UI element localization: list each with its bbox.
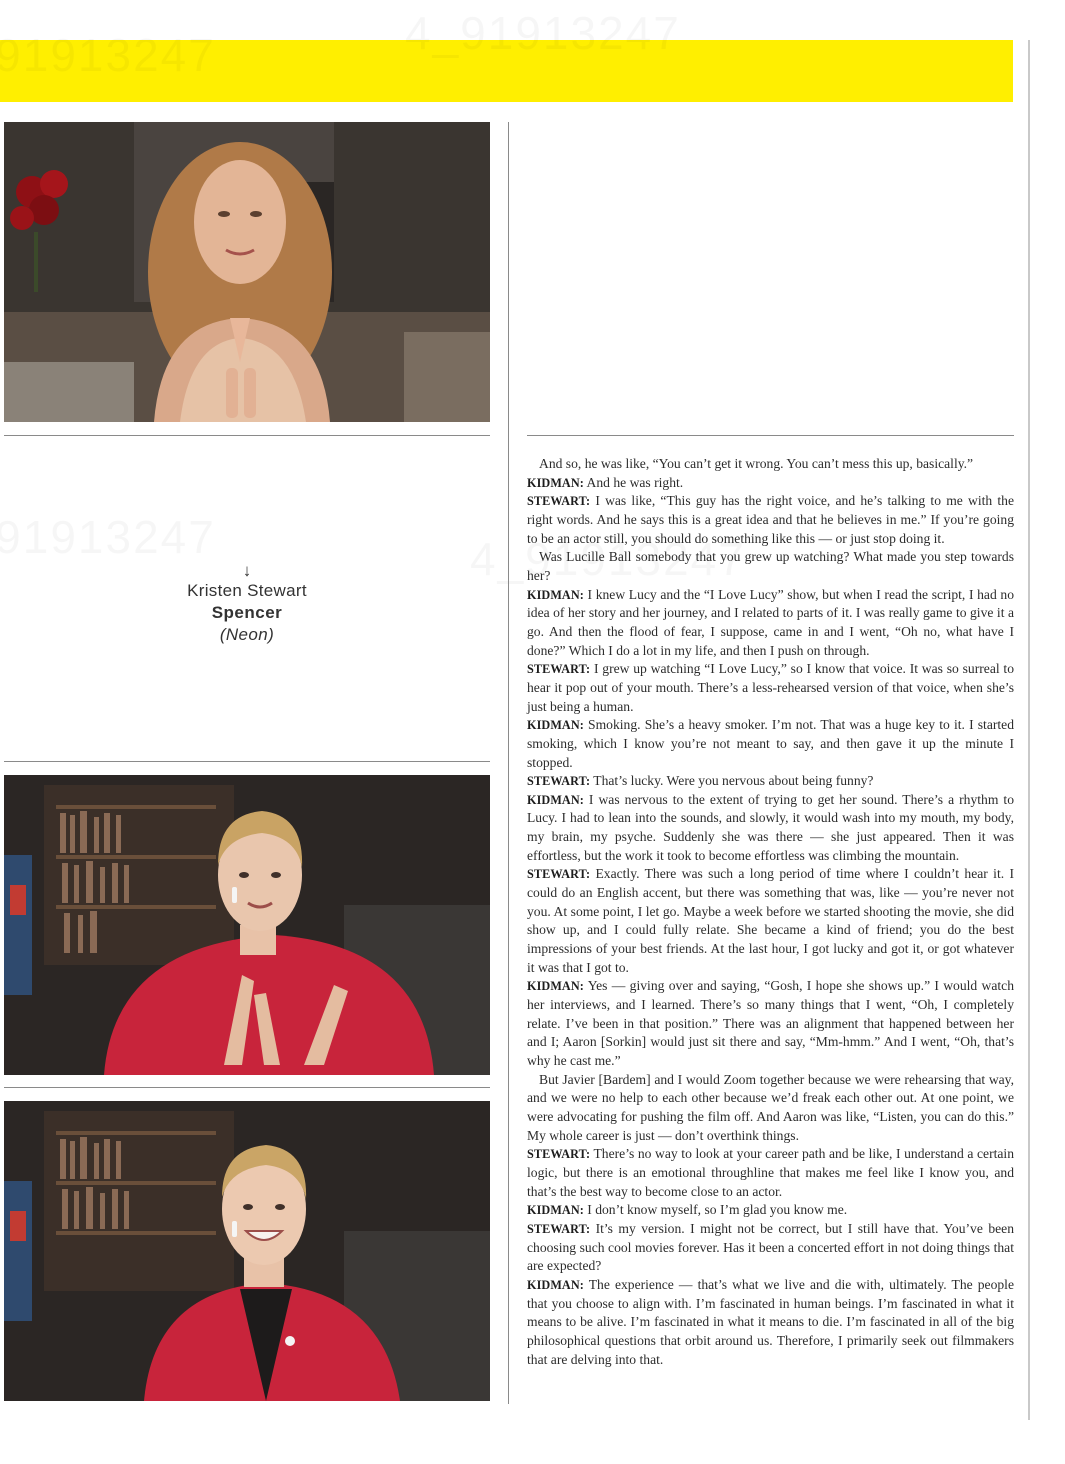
caption-name: Kristen Stewart: [187, 581, 307, 600]
speaker-label: KIDMAN:: [527, 979, 584, 994]
article-paragraph: [527, 586, 1014, 661]
watermark-text: [0, 28, 216, 82]
speaker-label: STEWART:: [527, 662, 591, 677]
paragraph-text: I knew Lucy and the “I Love Lucy” show, but when I read the script, I had no idea of her story and her journey, and I related to parts of it. I was really game to give it a go. And then the flood of fear, I suppose, came in and I went, “Oh no, what have I done?” Which I do a lot in my life, and then I push on through.: [527, 586, 1014, 658]
paragraph-text: That’s lucky. Were you nervous about being funny?: [590, 773, 874, 789]
speaker-label: STEWART:: [527, 494, 591, 509]
paragraph-text: There’s no way to look at your career path and be like, I understand a certain logic, but there is an emotional throughline that makes me feel like I know you, and that’s the best way to become close to an actor.: [527, 1146, 1014, 1199]
speaker-label: STEWART:: [527, 867, 591, 882]
paragraph-text: Exactly. There was such a long period of time where I couldn’t hear it. I could do an English accent, but there was something that was, like — you’re never not you. At some point, I let go. Maybe a week before we started shooting the movie, she did show up, and I could fully relate. She became a kind of friend; you do the best impressions of your best friends. At the last hour, I got lucky and got it, or got whatever it was that I got to.: [527, 866, 1014, 975]
speaker-label: STEWART:: [527, 774, 591, 789]
speaker-label: STEWART:: [527, 1147, 591, 1162]
speaker-label: KIDMAN:: [527, 718, 584, 733]
article-paragraph: [527, 977, 1014, 1070]
rule-left-1: [4, 435, 490, 436]
paragraph-text: I don’t know myself, so I’m glad you know me.: [583, 1202, 848, 1218]
speaker-label: KIDMAN:: [527, 587, 584, 602]
paragraph-text: I was like, “This guy has the right voice, and he’s talking to me with the right words. And he says this is a great idea and that he believes in me.” If you’re going to be an actor still, you should do something like this — or just stop doing it.: [527, 493, 1014, 546]
article-paragraph: [527, 772, 1014, 791]
watermark-text: [405, 6, 681, 60]
article-paragraph: [527, 492, 1014, 548]
watermark-text: [0, 510, 216, 564]
photo-stewart-talking: [4, 775, 490, 1075]
article-paragraph: [527, 660, 1014, 716]
speaker-label: STEWART:: [527, 1221, 591, 1236]
photo-kidman: [4, 122, 490, 422]
paragraph-text: The experience — that’s what we live and die with, ultimately. The people that you choose to align with. I’m fascinated in human beings. I’m fascinated in what it means to be alive. I’m fascinated in what it means to die. I’m fascinated in all of the big philosophical questions that orbit around us. Therefore, I primarily seek out filmmakers that are delving into that.: [527, 1276, 1014, 1367]
speaker-label: KIDMAN:: [527, 792, 584, 807]
speaker-label: KIDMAN:: [527, 1277, 584, 1292]
article-paragraph: And so, he was like, “You can’t get it wrong. You can’t mess this up, basically.”: [539, 456, 974, 471]
paragraph-text: I grew up watching “I Love Lucy,” so I know that voice. It was so surreal to hear it pop out of your mouth. There’s a less-rehearsed version of that voice, when she’s just being a human.: [527, 661, 1014, 714]
article-paragraph: [527, 1276, 1014, 1369]
caption-film: Spencer: [211, 603, 283, 622]
paragraph-text: Yes — giving over and saying, “Gosh, I hope she shows up.” I would watch her interviews, and I learned. There’s so many things that I went, “Oh, I completely relate. I’ve been in that position.” There was an alignment that happened between her and I; Aaron [Sorkin] would just sit there and say, “Mm-hmm.” And I went, “Oh, that’s why he cast me.”: [527, 978, 1014, 1068]
paragraph-text: I was nervous to the extent of trying to get her sound. There’s a rhythm to Lucy. I had to lean into the sounds, and slowly, it would wash into my mouth, my body, my brain, my psyche. Suddenly she was there — she just appeared. Then it was effortless, but the work it took to become effortless was climbing the mountain.: [527, 791, 1014, 863]
article-paragraph: [527, 1220, 1014, 1276]
paragraph-text: And he was right.: [583, 474, 684, 490]
photo-caption: [4, 562, 490, 646]
rule-left-3: [4, 1087, 490, 1088]
article-paragraph: [527, 865, 1014, 977]
paragraph-text: Smoking. She’s a heavy smoker. I’m not. That was a huge key to it. I started smoking, which I know you’re not meant to say, and then gave it up the minute I stopped.: [527, 717, 1014, 770]
article-paragraph: [527, 716, 1014, 772]
rule-left-2: [4, 761, 490, 762]
page-right-rule: [1028, 40, 1030, 1420]
article-paragraph: But Javier [Bardem] and I would Zoom together because we were rehearsing that way, and we were no help to each other because we’d freak each other out. At one point, we were advocating for pushing the film off. And Aaron was like, “Listen, you can do this.” My whole career is just — don’t overthink things.: [527, 1071, 1014, 1143]
caption-studio: (Neon): [219, 625, 275, 644]
photo-stewart-smiling: [4, 1101, 490, 1401]
speaker-label: KIDMAN:: [527, 1203, 584, 1218]
article-paragraph: [527, 1201, 1014, 1220]
down-arrow-icon: ↓: [242, 561, 252, 580]
article-paragraph: [527, 791, 1014, 866]
article-body: [527, 455, 1014, 1369]
column-divider: [508, 122, 509, 1404]
article-question: Was Lucille Ball somebody that you grew up watching? What made you step towards her?: [527, 549, 1014, 583]
paragraph-text: It’s my version. I might not be correct, but I still have that. You’ve been choosing such cool movies forever. Has it been a concerted effort in not doing things that are expected?: [527, 1220, 1014, 1274]
article-paragraph: [527, 1145, 1014, 1201]
rule-right-1: [527, 435, 1014, 436]
article-paragraph: [527, 474, 1014, 493]
speaker-label: KIDMAN:: [527, 475, 584, 490]
